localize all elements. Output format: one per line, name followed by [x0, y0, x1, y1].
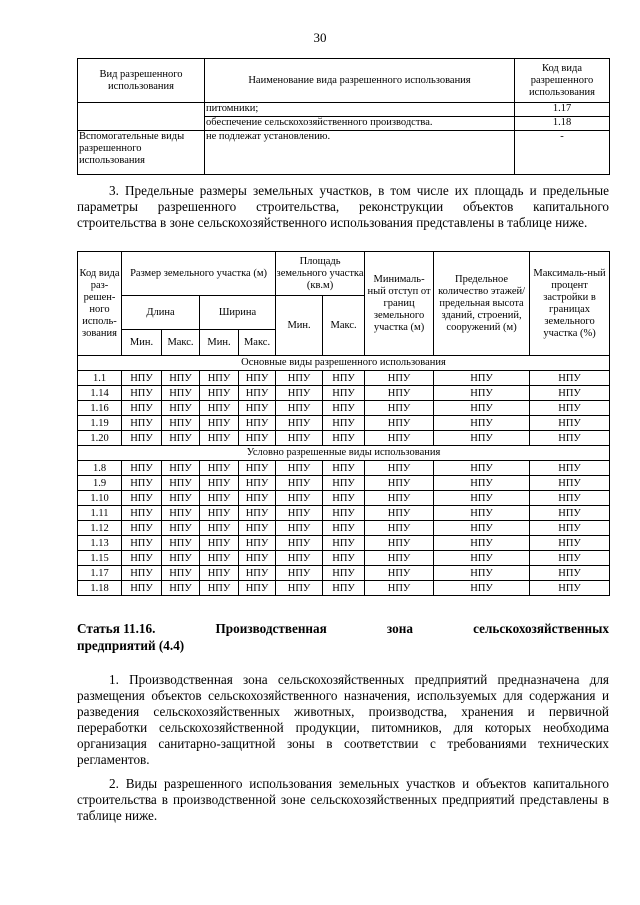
- npu-cell: НПУ: [200, 401, 239, 416]
- paragraph-2-text: 2. Виды разрешенного использования земельных участков и объектов капитального строительства в производственной зоне сельскохозяйственных предприятий представлены в таблице ниже.: [77, 776, 609, 823]
- npu-cell: НПУ: [323, 476, 365, 491]
- row-code: 1.18: [78, 581, 122, 596]
- npu-cell: НПУ: [276, 416, 323, 431]
- table-row: [78, 401, 610, 416]
- npu-cell: НПУ: [276, 551, 323, 566]
- npu-cell: НПУ: [365, 536, 434, 551]
- table1-row-name: обеспечение сельскохозяйственного производства.: [205, 117, 515, 131]
- header-area-min: Мин.: [276, 296, 323, 356]
- npu-cell: НПУ: [122, 491, 162, 506]
- npu-cell: НПУ: [276, 521, 323, 536]
- npu-cell: НПУ: [239, 476, 276, 491]
- table1-aux-type: Вспомогательные виды разрешенного использования: [78, 131, 205, 175]
- header-length: Длина: [122, 296, 200, 330]
- npu-cell: НПУ: [323, 521, 365, 536]
- npu-cell: НПУ: [365, 461, 434, 476]
- table-row: [78, 536, 610, 551]
- row-code: 1.19: [78, 416, 122, 431]
- npu-cell: НПУ: [530, 461, 610, 476]
- npu-cell: НПУ: [365, 506, 434, 521]
- npu-cell: НПУ: [162, 566, 200, 581]
- npu-cell: НПУ: [122, 536, 162, 551]
- npu-cell: НПУ: [200, 431, 239, 446]
- npu-cell: НПУ: [200, 551, 239, 566]
- npu-cell: НПУ: [239, 386, 276, 401]
- section-main-uses: Основные виды разрешенного использования: [78, 356, 610, 371]
- npu-cell: НПУ: [276, 491, 323, 506]
- npu-cell: НПУ: [162, 401, 200, 416]
- table-row: [78, 431, 610, 446]
- npu-cell: НПУ: [276, 506, 323, 521]
- row-code: 1.20: [78, 431, 122, 446]
- npu-cell: НПУ: [365, 566, 434, 581]
- npu-cell: НПУ: [122, 566, 162, 581]
- row-code: 1.12: [78, 521, 122, 536]
- table-row: [78, 416, 610, 431]
- table-row: [78, 386, 610, 401]
- npu-cell: НПУ: [276, 386, 323, 401]
- npu-cell: НПУ: [365, 386, 434, 401]
- npu-cell: НПУ: [530, 566, 610, 581]
- npu-cell: НПУ: [530, 371, 610, 386]
- header-length-max: Макс.: [162, 330, 200, 356]
- row-code: 1.13: [78, 536, 122, 551]
- parameters-table: [77, 251, 610, 596]
- article-number: Статья 11.16.: [77, 621, 156, 636]
- npu-cell: НПУ: [162, 491, 200, 506]
- npu-cell: НПУ: [200, 461, 239, 476]
- header-floors: Предельное количество этажей/ предельная высота зданий, строений, сооружений (м): [434, 252, 530, 356]
- npu-cell: НПУ: [122, 581, 162, 596]
- npu-cell: НПУ: [200, 371, 239, 386]
- npu-cell: НПУ: [434, 551, 530, 566]
- permitted-use-table: [77, 58, 610, 175]
- npu-cell: НПУ: [122, 386, 162, 401]
- table-row: [78, 551, 610, 566]
- row-code: 1.14: [78, 386, 122, 401]
- npu-cell: НПУ: [276, 461, 323, 476]
- npu-cell: НПУ: [162, 371, 200, 386]
- npu-cell: НПУ: [276, 536, 323, 551]
- npu-cell: НПУ: [365, 416, 434, 431]
- npu-cell: НПУ: [200, 536, 239, 551]
- npu-cell: НПУ: [162, 521, 200, 536]
- npu-cell: НПУ: [434, 566, 530, 581]
- npu-cell: НПУ: [239, 536, 276, 551]
- npu-cell: НПУ: [323, 386, 365, 401]
- npu-cell: НПУ: [239, 491, 276, 506]
- npu-cell: НПУ: [122, 476, 162, 491]
- npu-cell: НПУ: [434, 401, 530, 416]
- npu-cell: НПУ: [239, 401, 276, 416]
- row-code: 1.16: [78, 401, 122, 416]
- npu-cell: НПУ: [323, 371, 365, 386]
- npu-cell: НПУ: [530, 581, 610, 596]
- npu-cell: НПУ: [434, 506, 530, 521]
- article-title-line-2: предприятий (4.4): [77, 638, 185, 653]
- npu-cell: НПУ: [323, 551, 365, 566]
- table1-empty-cell: [78, 103, 205, 131]
- npu-cell: НПУ: [122, 521, 162, 536]
- npu-cell: НПУ: [122, 416, 162, 431]
- page-number: 30: [313, 30, 327, 45]
- table-row: [78, 521, 610, 536]
- header-code: Код вида раз-решен-ного исполь-зования: [78, 252, 122, 356]
- paragraph-1: [77, 672, 609, 768]
- npu-cell: НПУ: [365, 581, 434, 596]
- npu-cell: НПУ: [434, 476, 530, 491]
- header-area-max: Макс.: [323, 296, 365, 356]
- npu-cell: НПУ: [530, 551, 610, 566]
- npu-cell: НПУ: [365, 476, 434, 491]
- npu-cell: НПУ: [323, 401, 365, 416]
- npu-cell: НПУ: [323, 581, 365, 596]
- npu-cell: НПУ: [530, 476, 610, 491]
- npu-cell: НПУ: [323, 461, 365, 476]
- paragraph-3: [77, 183, 609, 231]
- npu-cell: НПУ: [200, 506, 239, 521]
- npu-cell: НПУ: [276, 371, 323, 386]
- npu-cell: НПУ: [122, 461, 162, 476]
- npu-cell: НПУ: [122, 371, 162, 386]
- npu-cell: НПУ: [122, 401, 162, 416]
- table1-row-code: 1.18: [515, 117, 610, 131]
- npu-cell: НПУ: [239, 431, 276, 446]
- npu-cell: НПУ: [276, 566, 323, 581]
- npu-cell: НПУ: [530, 521, 610, 536]
- article-title: [77, 620, 609, 654]
- npu-cell: НПУ: [434, 521, 530, 536]
- table-row: [78, 476, 610, 491]
- conditional-uses-body: [78, 446, 610, 596]
- npu-cell: НПУ: [434, 536, 530, 551]
- npu-cell: НПУ: [162, 431, 200, 446]
- row-code: 1.15: [78, 551, 122, 566]
- npu-cell: НПУ: [323, 506, 365, 521]
- npu-cell: НПУ: [530, 386, 610, 401]
- npu-cell: НПУ: [162, 416, 200, 431]
- article-word-2: зона: [386, 621, 413, 636]
- header-coverage: Максималь-ный процент застройки в границах земельного участка (%): [530, 252, 610, 356]
- npu-cell: НПУ: [365, 431, 434, 446]
- main-uses-body: [78, 356, 610, 446]
- npu-cell: НПУ: [162, 506, 200, 521]
- paragraph-2: [77, 776, 609, 824]
- npu-cell: НПУ: [200, 581, 239, 596]
- table-row: [78, 566, 610, 581]
- npu-cell: НПУ: [239, 581, 276, 596]
- npu-cell: НПУ: [239, 506, 276, 521]
- npu-cell: НПУ: [200, 491, 239, 506]
- npu-cell: НПУ: [122, 551, 162, 566]
- article-word-1: Производственная: [215, 621, 327, 636]
- npu-cell: НПУ: [162, 461, 200, 476]
- paragraph-3-text: 3. Предельные размеры земельных участков, в том числе их площадь и предельные параметры разрешенного строительства, реконструкции объектов капитального строительства в зоне сельскохозяйственного использования представлены в таблице ниже.: [77, 183, 609, 230]
- npu-cell: НПУ: [365, 371, 434, 386]
- npu-cell: НПУ: [434, 431, 530, 446]
- npu-cell: НПУ: [276, 431, 323, 446]
- header-width-min: Мин.: [200, 330, 239, 356]
- npu-cell: НПУ: [200, 416, 239, 431]
- npu-cell: НПУ: [323, 536, 365, 551]
- table1-header-name: Наименование вида разрешенного использования: [205, 59, 515, 103]
- table1-aux-code: -: [515, 131, 610, 175]
- table1-row-code: 1.17: [515, 103, 610, 117]
- npu-cell: НПУ: [434, 416, 530, 431]
- table1-aux-name: не подлежат установлению.: [205, 131, 515, 175]
- npu-cell: НПУ: [276, 401, 323, 416]
- npu-cell: НПУ: [434, 371, 530, 386]
- npu-cell: НПУ: [200, 386, 239, 401]
- npu-cell: НПУ: [239, 371, 276, 386]
- npu-cell: НПУ: [323, 491, 365, 506]
- table-row: [78, 461, 610, 476]
- npu-cell: НПУ: [162, 536, 200, 551]
- table1-header-code: Код вида разрешенного использования: [515, 59, 610, 103]
- npu-cell: НПУ: [200, 476, 239, 491]
- article-word-3: сельскохозяйственных: [473, 621, 609, 636]
- table-row: [78, 491, 610, 506]
- row-code: 1.11: [78, 506, 122, 521]
- header-length-min: Мин.: [122, 330, 162, 356]
- npu-cell: НПУ: [122, 506, 162, 521]
- npu-cell: НПУ: [162, 476, 200, 491]
- npu-cell: НПУ: [239, 566, 276, 581]
- npu-cell: НПУ: [162, 551, 200, 566]
- row-code: 1.17: [78, 566, 122, 581]
- paragraph-1-text: 1. Производственная зона сельскохозяйственных предприятий предназначена для размещения объектов сельскохозяйственного назначения, используемых для содержания и разведения сельскохозяйственных животных, производства, хранения и первичной переработки сельскохозяйственной продукции, питомников, для которых необходима организация санитарно-защитной зоны в соответствии с требованиями технических регламентов.: [77, 672, 609, 767]
- npu-cell: НПУ: [323, 566, 365, 581]
- npu-cell: НПУ: [530, 506, 610, 521]
- npu-cell: НПУ: [434, 386, 530, 401]
- npu-cell: НПУ: [530, 431, 610, 446]
- header-setback: Минималь-ный отступ от границ земельного участка (м): [365, 252, 434, 356]
- npu-cell: НПУ: [323, 416, 365, 431]
- npu-cell: НПУ: [530, 491, 610, 506]
- row-code: 1.9: [78, 476, 122, 491]
- table1-header-type: Вид разрешенного использования: [78, 59, 205, 103]
- header-width-max: Макс.: [239, 330, 276, 356]
- npu-cell: НПУ: [276, 476, 323, 491]
- npu-cell: НПУ: [365, 401, 434, 416]
- table1-row-name: питомники;: [205, 103, 515, 117]
- npu-cell: НПУ: [434, 461, 530, 476]
- npu-cell: НПУ: [239, 461, 276, 476]
- npu-cell: НПУ: [530, 416, 610, 431]
- npu-cell: НПУ: [239, 521, 276, 536]
- npu-cell: НПУ: [530, 536, 610, 551]
- npu-cell: НПУ: [530, 401, 610, 416]
- npu-cell: НПУ: [162, 386, 200, 401]
- section-conditional-uses: Условно разрешенные виды использования: [78, 446, 610, 461]
- npu-cell: НПУ: [323, 431, 365, 446]
- npu-cell: НПУ: [122, 431, 162, 446]
- header-width: Ширина: [200, 296, 276, 330]
- header-size: Размер земельного участка (м): [122, 252, 276, 296]
- table-row: [78, 506, 610, 521]
- table-row: [78, 581, 610, 596]
- npu-cell: НПУ: [200, 566, 239, 581]
- table-row: [78, 371, 610, 386]
- row-code: 1.10: [78, 491, 122, 506]
- npu-cell: НПУ: [239, 416, 276, 431]
- npu-cell: НПУ: [200, 521, 239, 536]
- npu-cell: НПУ: [365, 491, 434, 506]
- npu-cell: НПУ: [434, 581, 530, 596]
- header-area: Площадь земельного участка (кв.м): [276, 252, 365, 296]
- npu-cell: НПУ: [239, 551, 276, 566]
- npu-cell: НПУ: [162, 581, 200, 596]
- row-code: 1.1: [78, 371, 122, 386]
- row-code: 1.8: [78, 461, 122, 476]
- npu-cell: НПУ: [365, 521, 434, 536]
- npu-cell: НПУ: [365, 551, 434, 566]
- npu-cell: НПУ: [276, 581, 323, 596]
- npu-cell: НПУ: [434, 491, 530, 506]
